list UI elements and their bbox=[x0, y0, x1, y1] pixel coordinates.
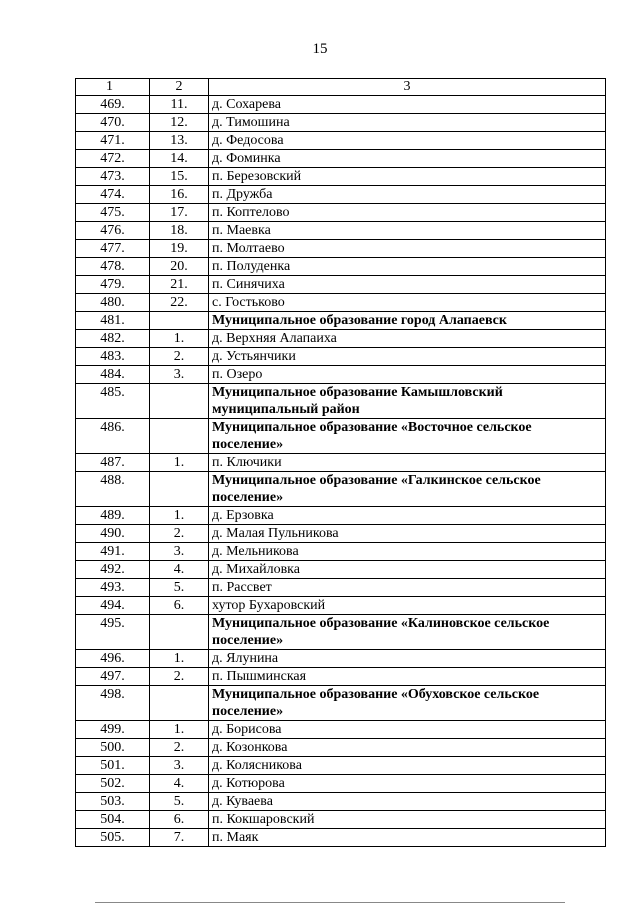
sub-number-cell: 2. bbox=[150, 348, 209, 366]
settlement-name-cell: п. Дружба bbox=[209, 186, 606, 204]
sub-number-cell: 16. bbox=[150, 186, 209, 204]
settlement-name-cell: д. Федосова bbox=[209, 132, 606, 150]
column-header-3: 3 bbox=[209, 79, 606, 96]
row-number-cell: 491. bbox=[76, 543, 150, 561]
settlement-name-cell: п. Озеро bbox=[209, 366, 606, 384]
table-row bbox=[76, 150, 606, 168]
sub-number-cell: 2. bbox=[150, 668, 209, 686]
sub-number-cell: 15. bbox=[150, 168, 209, 186]
sub-number-cell: 1. bbox=[150, 721, 209, 739]
row-number-cell: 493. bbox=[76, 579, 150, 597]
row-number-cell: 471. bbox=[76, 132, 150, 150]
row-number-cell: 476. bbox=[76, 222, 150, 240]
settlement-name-cell: д. Борисова bbox=[209, 721, 606, 739]
table-row bbox=[76, 240, 606, 258]
row-number-cell: 474. bbox=[76, 186, 150, 204]
settlement-name-cell: п. Молтаево bbox=[209, 240, 606, 258]
settlement-name-cell: п. Кокшаровский bbox=[209, 811, 606, 829]
column-header-1: 1 bbox=[76, 79, 150, 96]
sub-number-cell: 5. bbox=[150, 579, 209, 597]
row-number-cell: 479. bbox=[76, 276, 150, 294]
row-number-cell: 480. bbox=[76, 294, 150, 312]
row-number-cell: 482. bbox=[76, 330, 150, 348]
settlement-name-cell: п. Коптелово bbox=[209, 204, 606, 222]
row-number-cell: 473. bbox=[76, 168, 150, 186]
settlement-name-cell: п. Маевка bbox=[209, 222, 606, 240]
settlement-name-cell: д. Устьянчики bbox=[209, 348, 606, 366]
table-row bbox=[76, 793, 606, 811]
row-number-cell: 495. bbox=[76, 615, 150, 650]
table-row bbox=[76, 561, 606, 579]
row-number-cell: 503. bbox=[76, 793, 150, 811]
settlement-name-cell: Муниципальное образование «Галкинское сельское поселение» bbox=[209, 472, 606, 507]
sub-number-cell: 5. bbox=[150, 793, 209, 811]
section-row bbox=[76, 419, 606, 454]
row-number-cell: 497. bbox=[76, 668, 150, 686]
sub-number-cell: 2. bbox=[150, 739, 209, 757]
row-number-cell: 500. bbox=[76, 739, 150, 757]
table-row bbox=[76, 366, 606, 384]
settlement-name-cell: д. Колясникова bbox=[209, 757, 606, 775]
row-number-cell: 472. bbox=[76, 150, 150, 168]
table-row bbox=[76, 330, 606, 348]
sub-number-cell: 3. bbox=[150, 757, 209, 775]
settlements-table bbox=[75, 78, 606, 847]
table-row bbox=[76, 186, 606, 204]
table-row bbox=[76, 204, 606, 222]
table-body bbox=[76, 79, 606, 847]
row-number-cell: 487. bbox=[76, 454, 150, 472]
table-row bbox=[76, 114, 606, 132]
page-bottom-rule bbox=[95, 902, 565, 903]
row-number-cell: 504. bbox=[76, 811, 150, 829]
settlement-name-cell: п. Синячиха bbox=[209, 276, 606, 294]
settlement-name-cell: Муниципальное образование «Обуховское сельское поселение» bbox=[209, 686, 606, 721]
settlement-name-cell: Муниципальное образование «Восточное сельское поселение» bbox=[209, 419, 606, 454]
settlement-name-cell: п. Березовский bbox=[209, 168, 606, 186]
settlement-name-cell: п. Рассвет bbox=[209, 579, 606, 597]
sub-number-cell: 13. bbox=[150, 132, 209, 150]
table-header-row bbox=[76, 79, 606, 96]
sub-number-cell: 1. bbox=[150, 454, 209, 472]
sub-number-cell bbox=[150, 686, 209, 721]
table-row bbox=[76, 650, 606, 668]
row-number-cell: 485. bbox=[76, 384, 150, 419]
settlement-name-cell: д. Котюрова bbox=[209, 775, 606, 793]
row-number-cell: 470. bbox=[76, 114, 150, 132]
settlement-name-cell: Муниципальное образование Камышловский муниципальный район bbox=[209, 384, 606, 419]
settlement-name-cell: д. Фоминка bbox=[209, 150, 606, 168]
settlement-name-cell: д. Сохарева bbox=[209, 96, 606, 114]
section-row bbox=[76, 686, 606, 721]
table-row bbox=[76, 597, 606, 615]
table-row bbox=[76, 348, 606, 366]
settlement-name-cell: д. Малая Пульникова bbox=[209, 525, 606, 543]
settlement-name-cell: д. Козонкова bbox=[209, 739, 606, 757]
column-header-2: 2 bbox=[150, 79, 209, 96]
sub-number-cell: 4. bbox=[150, 561, 209, 579]
settlement-name-cell: д. Михайловка bbox=[209, 561, 606, 579]
section-row bbox=[76, 615, 606, 650]
table-row bbox=[76, 739, 606, 757]
row-number-cell: 477. bbox=[76, 240, 150, 258]
page-number: 15 bbox=[312, 41, 328, 57]
sub-number-cell: 2. bbox=[150, 525, 209, 543]
table-row bbox=[76, 168, 606, 186]
row-number-cell: 488. bbox=[76, 472, 150, 507]
row-number-cell: 475. bbox=[76, 204, 150, 222]
settlement-name-cell: д. Куваева bbox=[209, 793, 606, 811]
sub-number-cell bbox=[150, 419, 209, 454]
table-row bbox=[76, 579, 606, 597]
section-row bbox=[76, 384, 606, 419]
table-row bbox=[76, 454, 606, 472]
settlement-name-cell: хутор Бухаровский bbox=[209, 597, 606, 615]
settlement-name-cell: п. Маяк bbox=[209, 829, 606, 847]
row-number-cell: 489. bbox=[76, 507, 150, 525]
row-number-cell: 483. bbox=[76, 348, 150, 366]
sub-number-cell: 18. bbox=[150, 222, 209, 240]
table-row bbox=[76, 507, 606, 525]
row-number-cell: 505. bbox=[76, 829, 150, 847]
table-row bbox=[76, 829, 606, 847]
sub-number-cell bbox=[150, 472, 209, 507]
settlement-name-cell: д. Ялунина bbox=[209, 650, 606, 668]
section-row bbox=[76, 312, 606, 330]
settlement-name-cell: Муниципальное образование город Алапаевск bbox=[209, 312, 606, 330]
sub-number-cell: 17. bbox=[150, 204, 209, 222]
row-number-cell: 484. bbox=[76, 366, 150, 384]
row-number-cell: 486. bbox=[76, 419, 150, 454]
row-number-cell: 490. bbox=[76, 525, 150, 543]
sub-number-cell: 11. bbox=[150, 96, 209, 114]
sub-number-cell: 1. bbox=[150, 330, 209, 348]
table-row bbox=[76, 757, 606, 775]
row-number-cell: 501. bbox=[76, 757, 150, 775]
sub-number-cell: 7. bbox=[150, 829, 209, 847]
settlement-name-cell: с. Гостьково bbox=[209, 294, 606, 312]
settlement-name-cell: д. Верхняя Алапаиха bbox=[209, 330, 606, 348]
sub-number-cell: 14. bbox=[150, 150, 209, 168]
sub-number-cell: 6. bbox=[150, 811, 209, 829]
row-number-cell: 502. bbox=[76, 775, 150, 793]
settlement-name-cell: д. Ерзовка bbox=[209, 507, 606, 525]
sub-number-cell: 12. bbox=[150, 114, 209, 132]
settlement-name-cell: д. Мельникова bbox=[209, 543, 606, 561]
settlement-name-cell: Муниципальное образование «Калиновское сельское поселение» bbox=[209, 615, 606, 650]
sub-number-cell: 19. bbox=[150, 240, 209, 258]
settlement-name-cell: п. Полуденка bbox=[209, 258, 606, 276]
table-row bbox=[76, 132, 606, 150]
table-row bbox=[76, 258, 606, 276]
table-row bbox=[76, 525, 606, 543]
sub-number-cell bbox=[150, 384, 209, 419]
row-number-cell: 499. bbox=[76, 721, 150, 739]
settlement-name-cell: п. Пышминская bbox=[209, 668, 606, 686]
sub-number-cell: 1. bbox=[150, 507, 209, 525]
sub-number-cell: 21. bbox=[150, 276, 209, 294]
sub-number-cell: 1. bbox=[150, 650, 209, 668]
row-number-cell: 494. bbox=[76, 597, 150, 615]
sub-number-cell bbox=[150, 615, 209, 650]
sub-number-cell: 3. bbox=[150, 543, 209, 561]
sub-number-cell: 22. bbox=[150, 294, 209, 312]
row-number-cell: 481. bbox=[76, 312, 150, 330]
table-row bbox=[76, 96, 606, 114]
table-row bbox=[76, 775, 606, 793]
row-number-cell: 492. bbox=[76, 561, 150, 579]
sub-number-cell: 4. bbox=[150, 775, 209, 793]
row-number-cell: 498. bbox=[76, 686, 150, 721]
table-row bbox=[76, 811, 606, 829]
table-row bbox=[76, 276, 606, 294]
row-number-cell: 496. bbox=[76, 650, 150, 668]
table-row bbox=[76, 222, 606, 240]
settlement-name-cell: п. Ключики bbox=[209, 454, 606, 472]
row-number-cell: 469. bbox=[76, 96, 150, 114]
sub-number-cell: 6. bbox=[150, 597, 209, 615]
table-row bbox=[76, 294, 606, 312]
sub-number-cell bbox=[150, 312, 209, 330]
table-row bbox=[76, 721, 606, 739]
settlement-name-cell: д. Тимошина bbox=[209, 114, 606, 132]
table-row bbox=[76, 543, 606, 561]
section-row bbox=[76, 472, 606, 507]
row-number-cell: 478. bbox=[76, 258, 150, 276]
sub-number-cell: 20. bbox=[150, 258, 209, 276]
table-row bbox=[76, 668, 606, 686]
sub-number-cell: 3. bbox=[150, 366, 209, 384]
